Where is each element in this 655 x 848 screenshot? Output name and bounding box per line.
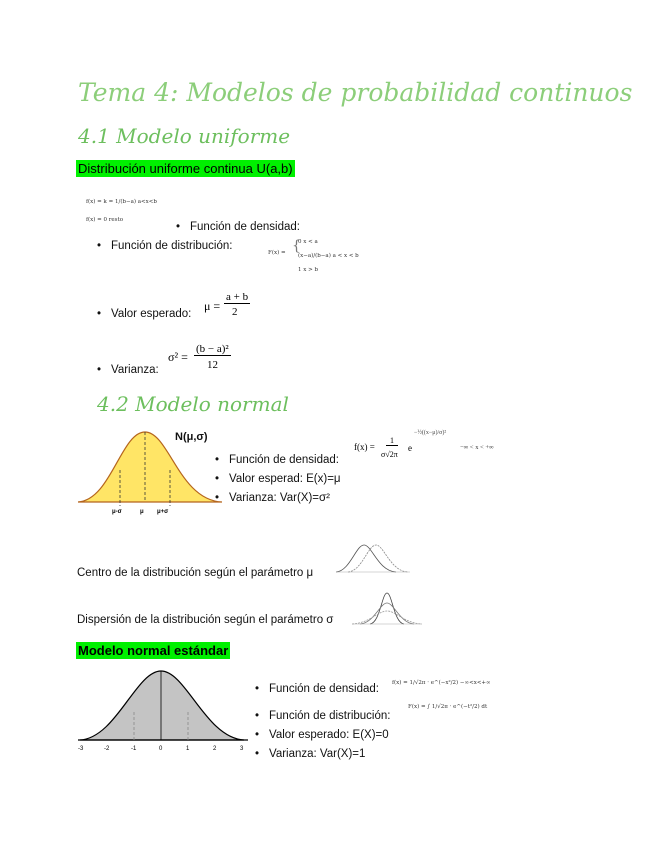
standard-cdf-formula: F(x) = ∫ 1/√2π · e^(−t²/2) dt	[408, 704, 488, 710]
uniform-var-numerator: (b − a)²	[196, 343, 229, 355]
normal-density-range: −∞ < x < +∞	[460, 444, 494, 451]
normal-density-exponent: −½((x−μ)/σ)²	[414, 430, 447, 436]
normal-density-exponential: e	[408, 443, 412, 453]
section-heading-normal: 4.2 Modelo normal	[97, 392, 289, 416]
uniform-mu-formula: μ =	[204, 299, 221, 313]
uniform-density-formula-line1: f(x) = k = 1/(b−a) a<x<b	[86, 199, 157, 205]
tick-minus-1: -1	[131, 746, 137, 752]
spread-curve-medium	[360, 603, 414, 624]
standard-highlight: Modelo normal estándar	[78, 643, 229, 658]
uniform-expected-bullet: • Valor esperado:	[97, 308, 191, 320]
spread-curve-narrow	[370, 593, 404, 624]
center-text: Centro de la distribución según el parámetro μ	[77, 567, 314, 579]
standard-distribution-bullet: • Función de distribución:	[255, 710, 390, 722]
standard-normal-graph	[76, 666, 250, 754]
tick-3: 3	[240, 746, 244, 752]
uniform-density-formula-line2: f(x) = 0 resto	[86, 217, 124, 223]
spread-curve-wide	[352, 611, 422, 624]
uniform-cdf-lhs: F(x) =	[268, 250, 286, 256]
uniform-mu-numerator: a + b	[226, 291, 249, 303]
spread-graph	[352, 590, 422, 628]
uniform-cdf-line1: 0 x < a	[298, 239, 318, 245]
uniform-cdf-line3: 1 x > b	[298, 267, 318, 273]
normal-density-denominator: σ√2π	[381, 450, 398, 459]
uniform-density-bullet: • Función de densidad:	[176, 221, 300, 233]
standard-expected-bullet: • Valor esperado: E(X)=0	[255, 729, 389, 741]
normal-density-numerator: 1	[386, 436, 398, 446]
uniform-highlight: Distribución uniforme continua U(a,b)	[78, 161, 293, 176]
uniform-mu-denominator: 2	[232, 306, 238, 318]
normal-density-bullet: • Función de densidad:	[215, 454, 339, 466]
uniform-var-formula: σ² =	[168, 350, 188, 364]
standard-density-formula: f(x) = 1/√2π · e^(−x²/2) −∞<x<+∞	[392, 680, 491, 686]
uniform-distribution-bullet: • Función de distribución:	[97, 240, 232, 252]
tick-minus-2: -2	[104, 746, 110, 752]
standard-variance-bullet: • Varianza: Var(X)=1	[255, 748, 365, 760]
uniform-cdf-brace: {	[292, 238, 301, 254]
normal-variance-bullet: • Varianza: Var(X)=σ²	[215, 492, 330, 504]
tick-1: 1	[186, 746, 190, 752]
uniform-cdf-line2: (x−a)/(b−a) a < x < b	[298, 253, 359, 259]
axis-label-mu: μ	[140, 509, 144, 515]
section-heading-uniform: 4.1 Modelo uniforme	[78, 124, 291, 148]
page-title: Tema 4: Modelos de probabilidad continuos	[78, 78, 633, 107]
tick-2: 2	[213, 746, 217, 752]
normal-graph-label: N(μ,σ)	[175, 431, 208, 443]
uniform-variance-bullet: • Varianza:	[97, 364, 159, 376]
center-shift-graph	[336, 542, 410, 578]
normal-density-lhs: f(x) =	[354, 442, 375, 452]
axis-label-mu-minus-sigma: μ-σ	[112, 509, 122, 515]
standard-bell-area	[80, 671, 244, 740]
spread-text: Dispersión de la distribución según el parámetro σ	[77, 614, 334, 626]
uniform-var-denominator: 12	[207, 359, 218, 371]
axis-label-mu-plus-sigma: μ+σ	[157, 509, 169, 515]
tick-minus-3: -3	[78, 746, 84, 752]
standard-density-bullet: • Función de densidad:	[255, 683, 379, 695]
tick-0: 0	[159, 746, 163, 752]
normal-expected-bullet: • Valor esperad: E(x)=μ	[215, 473, 341, 485]
center-curve-1	[336, 545, 396, 572]
center-curve-2	[348, 545, 408, 572]
